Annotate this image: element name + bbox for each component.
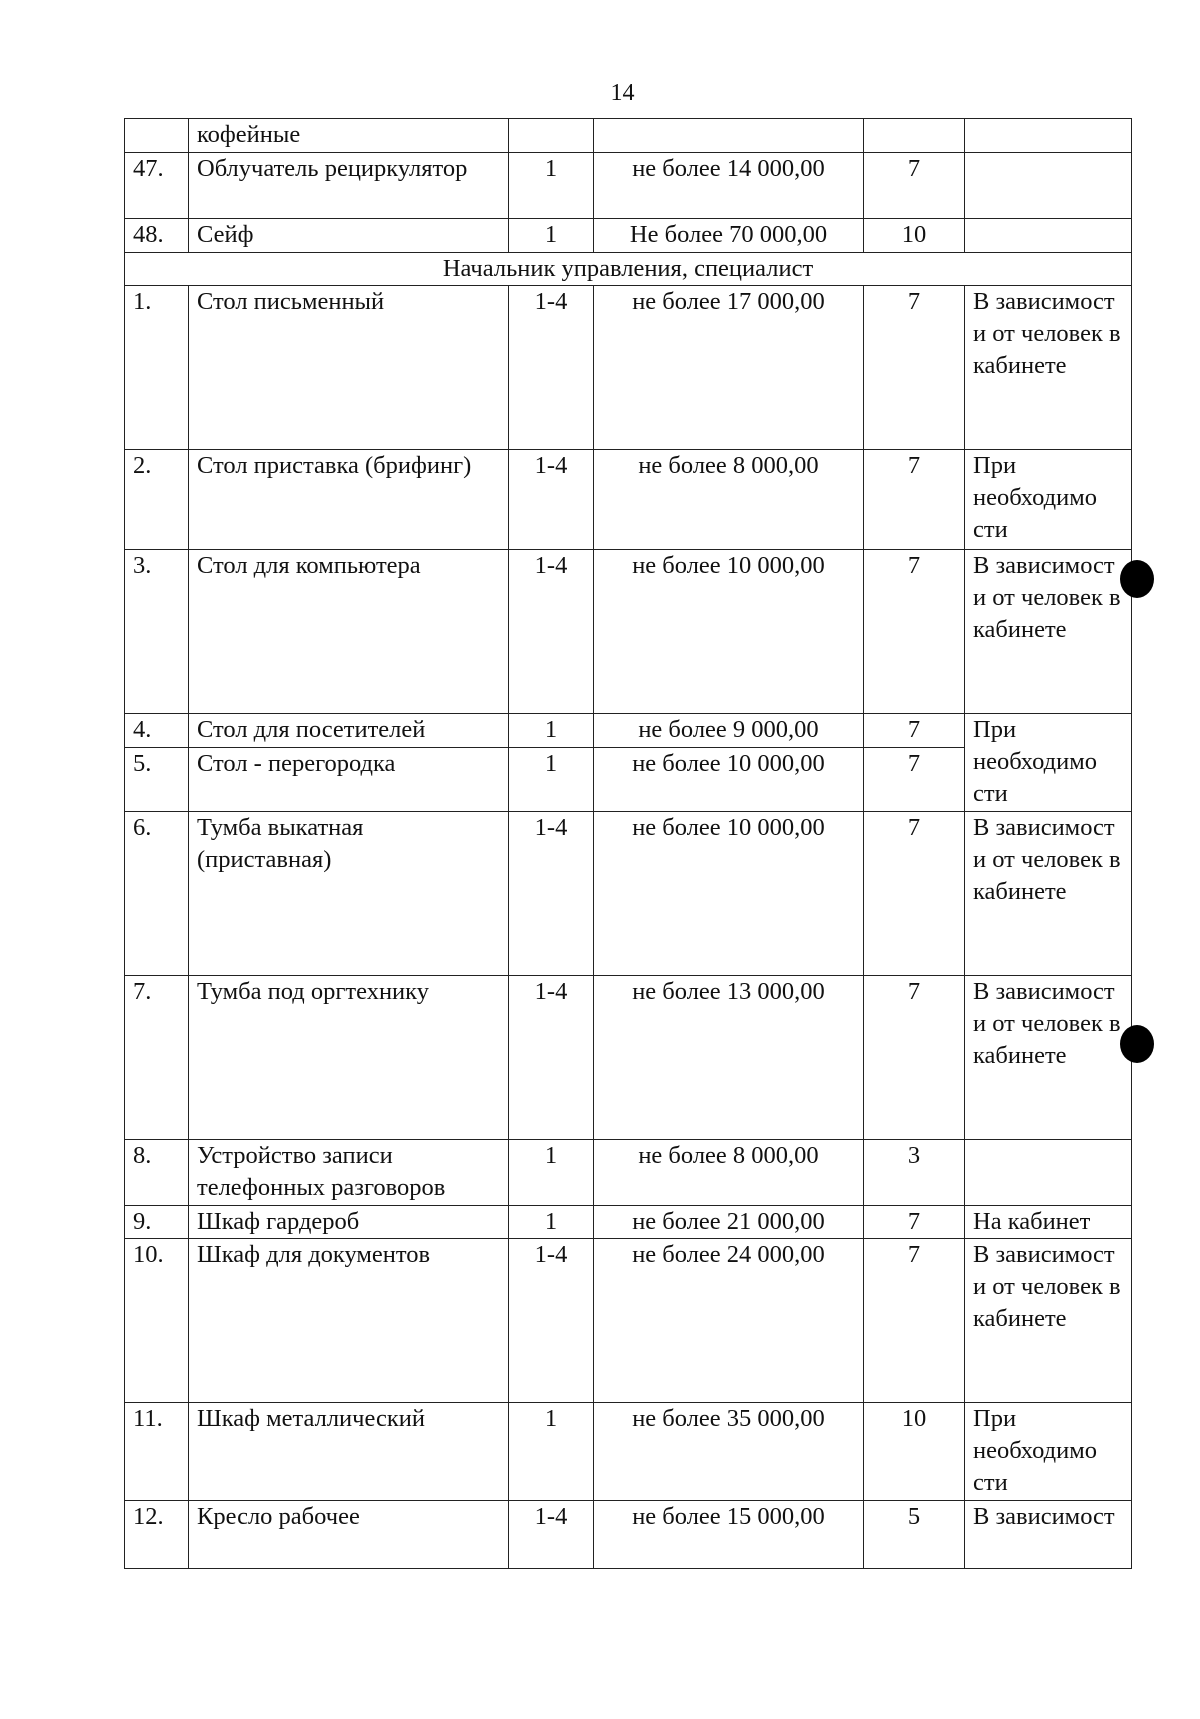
- row-number: 2.: [125, 450, 189, 550]
- item-note: При необходимо сти: [965, 450, 1132, 550]
- item-service-term: 7: [864, 812, 965, 976]
- item-note: [965, 119, 1132, 153]
- item-quantity: 1: [509, 1140, 594, 1206]
- item-name: Кресло рабочее: [189, 1501, 509, 1569]
- item-name: Стол для посетителей: [189, 714, 509, 748]
- item-note: В зависимост: [965, 1501, 1132, 1569]
- item-price: не более 13 000,00: [594, 976, 864, 1140]
- item-name: Облучатель рециркулятор: [189, 153, 509, 219]
- item-price: не более 17 000,00: [594, 286, 864, 450]
- section-title: Начальник управления, специалист: [125, 253, 1132, 286]
- row-number: 5.: [125, 748, 189, 812]
- item-price: не более 15 000,00: [594, 1501, 864, 1569]
- item-quantity: 1: [509, 1403, 594, 1501]
- table-row: [125, 450, 1132, 550]
- item-quantity: 1: [509, 748, 594, 812]
- row-number: 12.: [125, 1501, 189, 1569]
- item-quantity: 1-4: [509, 812, 594, 976]
- punch-hole-mark: [1120, 560, 1154, 598]
- row-number: 11.: [125, 1403, 189, 1501]
- item-price: не более 10 000,00: [594, 550, 864, 714]
- table-body-before: [125, 119, 1132, 253]
- table-row: [125, 1206, 1132, 1239]
- item-price: не более 10 000,00: [594, 812, 864, 976]
- row-number: 6.: [125, 812, 189, 976]
- item-price: не более 10 000,00: [594, 748, 864, 812]
- item-quantity: 1: [509, 1206, 594, 1239]
- punch-hole-mark: [1120, 1025, 1154, 1063]
- item-quantity: 1-4: [509, 1239, 594, 1403]
- row-number: 1.: [125, 286, 189, 450]
- item-service-term: 7: [864, 450, 965, 550]
- table-row: [125, 286, 1132, 450]
- item-note: При необходимо сти: [965, 1403, 1132, 1501]
- table-row: [125, 1403, 1132, 1501]
- table-row: [125, 714, 1132, 748]
- item-price: [594, 119, 864, 153]
- table-row: [125, 976, 1132, 1140]
- item-price: не более 8 000,00: [594, 450, 864, 550]
- item-note: В зависимост и от человек в кабинете: [965, 286, 1132, 450]
- item-note: В зависимост и от человек в кабинете: [965, 812, 1132, 976]
- table-row: [125, 153, 1132, 219]
- table-row: [125, 1501, 1132, 1569]
- table-row: [125, 119, 1132, 153]
- item-note: [965, 219, 1132, 253]
- item-quantity: 1: [509, 714, 594, 748]
- row-number: 48.: [125, 219, 189, 253]
- item-name: кофейные: [189, 119, 509, 153]
- item-note: В зависимост и от человек в кабинете: [965, 550, 1132, 714]
- item-service-term: 7: [864, 153, 965, 219]
- item-quantity: 1-4: [509, 550, 594, 714]
- item-service-term: 7: [864, 550, 965, 714]
- row-number: 10.: [125, 1239, 189, 1403]
- row-number: 4.: [125, 714, 189, 748]
- item-price: не более 24 000,00: [594, 1239, 864, 1403]
- item-price: не более 35 000,00: [594, 1403, 864, 1501]
- row-number: 7.: [125, 976, 189, 1140]
- item-name: Стол письменный: [189, 286, 509, 450]
- item-service-term: [864, 119, 965, 153]
- row-number: 8.: [125, 1140, 189, 1206]
- item-name: Шкаф для документов: [189, 1239, 509, 1403]
- table-row: [125, 550, 1132, 714]
- table-row: [125, 1239, 1132, 1403]
- item-note: В зависимост и от человек в кабинете: [965, 1239, 1132, 1403]
- item-name: Тумба выкатная (приставная): [189, 812, 509, 976]
- row-number: 9.: [125, 1206, 189, 1239]
- item-name: Тумба под оргтехнику: [189, 976, 509, 1140]
- item-service-term: 3: [864, 1140, 965, 1206]
- item-note: На кабинет: [965, 1206, 1132, 1239]
- item-service-term: 7: [864, 748, 965, 812]
- item-note: [965, 153, 1132, 219]
- item-name: Шкаф гардероб: [189, 1206, 509, 1239]
- item-price: не более 9 000,00: [594, 714, 864, 748]
- table-body-after: [125, 286, 1132, 1569]
- item-quantity: 1-4: [509, 1501, 594, 1569]
- table-row: [125, 219, 1132, 253]
- item-quantity: 1: [509, 153, 594, 219]
- section-row: [125, 253, 1132, 286]
- row-number: 3.: [125, 550, 189, 714]
- item-service-term: 7: [864, 714, 965, 748]
- item-note: [965, 1140, 1132, 1206]
- item-price: не более 21 000,00: [594, 1206, 864, 1239]
- item-service-term: 7: [864, 1206, 965, 1239]
- row-number: 47.: [125, 153, 189, 219]
- furniture-norms-table: [124, 118, 1132, 1569]
- item-name: Стол - перегородка: [189, 748, 509, 812]
- item-quantity: 1-4: [509, 286, 594, 450]
- item-service-term: 7: [864, 1239, 965, 1403]
- item-service-term: 7: [864, 976, 965, 1140]
- item-price: не более 8 000,00: [594, 1140, 864, 1206]
- page-number: 14: [610, 80, 635, 106]
- item-price: не более 14 000,00: [594, 153, 864, 219]
- row-number: [125, 119, 189, 153]
- item-service-term: 10: [864, 1403, 965, 1501]
- item-service-term: 10: [864, 219, 965, 253]
- item-service-term: 7: [864, 286, 965, 450]
- item-quantity: 1-4: [509, 976, 594, 1140]
- item-name: Сейф: [189, 219, 509, 253]
- section-header: [125, 253, 1132, 286]
- item-name: Устройство записи телефонных разговоров: [189, 1140, 509, 1206]
- table-row: [125, 812, 1132, 976]
- table-row: [125, 1140, 1132, 1206]
- item-name: Стол для компьютера: [189, 550, 509, 714]
- item-quantity: [509, 119, 594, 153]
- item-service-term: 5: [864, 1501, 965, 1569]
- item-note: В зависимост и от человек в кабинете: [965, 976, 1132, 1140]
- item-price: Не более 70 000,00: [594, 219, 864, 253]
- item-name: Шкаф металлический: [189, 1403, 509, 1501]
- item-quantity: 1: [509, 219, 594, 253]
- item-note: При необходимо сти: [965, 714, 1132, 812]
- item-name: Стол приставка (брифинг): [189, 450, 509, 550]
- item-quantity: 1-4: [509, 450, 594, 550]
